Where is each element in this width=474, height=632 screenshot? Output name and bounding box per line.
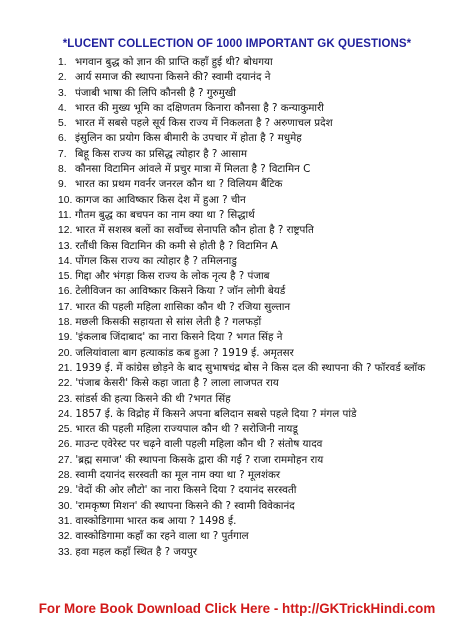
question-text: गौतम बुद्ध का बचपन का नाम क्या था ? सिद्धार्थ xyxy=(75,208,255,221)
question-item xyxy=(58,361,458,376)
question-number: 29. xyxy=(58,485,73,497)
question-number: 12. xyxy=(58,225,73,237)
question-text: पोंगल किस राज्य का त्योहार है ? तमिलनाडु xyxy=(75,254,237,267)
question-number: 15. xyxy=(58,271,73,283)
question-text: माउन्ट एवेरेस्ट पर चढ़ने वाली पहली महिला कौन थी ? संतोष यादव xyxy=(75,438,323,451)
question-number: 13. xyxy=(58,240,73,252)
question-number: 17. xyxy=(58,301,73,313)
question-number: 18. xyxy=(58,317,73,329)
question-item xyxy=(58,70,458,85)
question-text: रतौंधी किस विटामिन की कमी से होती है ? विटामिन A xyxy=(75,239,278,252)
question-number: 5. xyxy=(58,118,67,130)
question-text: आर्य समाज की स्थापना किसने की? स्वामी दयानंद ने xyxy=(75,71,271,84)
question-text: इंसुलिन का प्रयोग किस बीमारी के उपचार में होता है ? मधुमेह xyxy=(75,132,302,145)
question-item xyxy=(58,376,458,391)
question-text: टेलीविजन का आविष्कार किसने किया ? जॉन लोगी बेयर्ड xyxy=(75,285,286,298)
question-item xyxy=(58,284,458,299)
download-link[interactable]: For More Book Download Click Here - http://GKTrickHindi.com xyxy=(38,601,436,616)
question-text: 'इंकलाब जिंदाबाद' का नारा किसने दिया ? भगत सिंह ने xyxy=(75,331,283,344)
question-text: 'रामकृष्ण मिशन' की स्थापना किसने की ? स्वामी विवेकानंद xyxy=(75,499,295,512)
question-text: बिहू किस राज्य का प्रसिद्ध त्योहार है ? आसाम xyxy=(75,147,247,160)
question-text: 'पंजाब केसरी' किसे कहा जाता है ? लाला लाजपत राय xyxy=(75,377,279,390)
question-text: मछली किसकी सहायता से सांस लेती है ? गलफड़ों xyxy=(75,316,262,329)
question-text: वास्कोडिगामा कहाँ का रहने वाला था ? पुर्तगाल xyxy=(75,530,249,543)
question-list xyxy=(58,55,458,560)
question-text: भारत में सशस्त्र बलों का सर्वोच्च सेनापति कौन होता है ? राष्ट्रपति xyxy=(75,224,314,237)
question-number: 24. xyxy=(58,408,73,420)
question-item xyxy=(58,422,458,437)
question-item xyxy=(58,147,458,162)
document-title: *LUCENT COLLECTION OF 1000 IMPORTANT GK QUESTIONS* xyxy=(62,38,412,50)
question-number: 21. xyxy=(58,362,73,374)
question-number: 31. xyxy=(58,515,73,527)
question-item xyxy=(58,346,458,361)
question-item xyxy=(58,223,458,238)
question-item xyxy=(58,545,458,560)
question-number: 22. xyxy=(58,378,73,390)
question-item xyxy=(58,269,458,284)
question-item xyxy=(58,514,458,529)
question-text: 1857 ई. के विद्रोह में किसने अपना बलिदान सबसे पहले दिया ? मंगल पांडे xyxy=(75,407,357,420)
question-number: 16. xyxy=(58,286,73,298)
question-text: 'ब्रह्म समाज' की स्थापना किसके द्वारा की गई ? राजा राममोहन राय xyxy=(75,453,324,466)
question-item xyxy=(58,407,458,422)
question-text: सांडर्स की हत्या किसने की थी ?भगत सिंह xyxy=(75,392,231,405)
question-number: 26. xyxy=(58,439,73,451)
question-item xyxy=(58,177,458,192)
question-text: गिद्दा और भंगड़ा किस राज्य के लोक नृत्य है ? पंजाब xyxy=(75,270,270,283)
question-item xyxy=(58,208,458,223)
question-item xyxy=(58,86,458,101)
question-text: 1939 ई. में कांग्रेस छोड़ने के बाद सुभाषचंद्र बोस ने किस दल की स्थापना की ? फॉरवर्ड ब्लॉक xyxy=(75,361,426,374)
question-number: 23. xyxy=(58,393,73,405)
question-number: 14. xyxy=(58,255,73,267)
question-number: 33. xyxy=(58,546,73,558)
question-text: हवा महल कहाँ स्थित है ? जयपुर xyxy=(75,545,197,558)
question-item xyxy=(58,499,458,514)
question-number: 8. xyxy=(58,164,67,176)
question-text: पंजाबी भाषा की लिपि कौनसी है ? गुरुमुखी xyxy=(75,86,236,99)
question-number: 32. xyxy=(58,531,73,543)
question-item xyxy=(58,392,458,407)
question-text: भारत में सबसे पहले सूर्य किस राज्य में निकलता है ? अरुणाचल प्रदेश xyxy=(75,117,333,130)
question-number: 11. xyxy=(58,209,72,221)
question-item xyxy=(58,437,458,452)
question-number: 3. xyxy=(58,87,67,99)
question-number: 1. xyxy=(58,57,67,68)
question-text: कौनसा विटामिन आंवले में प्रचुर मात्रा में मिलता है ? विटामिन C xyxy=(75,163,311,176)
question-item xyxy=(58,254,458,269)
question-text: भारत का प्रथम गवर्नर जनरल कौन था ? विलियम बैंटिक xyxy=(75,178,283,191)
question-item xyxy=(58,239,458,254)
question-text: वास्कोडिगामा भारत कब आया ? 1498 ई. xyxy=(75,514,237,527)
question-number: 19. xyxy=(58,332,73,344)
question-item xyxy=(58,529,458,544)
question-text: भारत की मुख्य भूमि का दक्षिणतम किनारा कौनसा है ? कन्याकुमारी xyxy=(75,101,324,114)
question-item xyxy=(58,116,458,131)
question-item xyxy=(58,55,458,70)
question-number: 30. xyxy=(58,500,73,512)
question-number: 10. xyxy=(58,194,73,206)
question-number: 2. xyxy=(58,72,67,84)
question-item xyxy=(58,162,458,177)
question-item xyxy=(58,483,458,498)
question-number: 25. xyxy=(58,424,73,436)
question-number: 28. xyxy=(58,470,73,482)
question-text: जलियांवाला बाग हत्याकांड कब हुआ ? 1919 ई. अमृतसर xyxy=(75,346,294,359)
question-number: 4. xyxy=(58,102,67,114)
question-number: 6. xyxy=(58,133,67,145)
question-text: 'वेदों की ओर लौटो' का नारा किसने दिया ? दयानंद सरस्वती xyxy=(75,484,297,497)
question-item xyxy=(58,101,458,116)
question-item xyxy=(58,193,458,208)
question-number: 9. xyxy=(58,179,67,191)
question-number: 27. xyxy=(58,454,73,466)
question-text: भगवान बुद्ध को ज्ञान की प्राप्ति कहाँ हुई थी? बोधगया xyxy=(75,56,273,68)
question-item xyxy=(58,330,458,345)
question-item xyxy=(58,315,458,330)
question-item xyxy=(58,453,458,468)
question-number: 7. xyxy=(58,148,67,160)
question-text: स्वामी दयानंद सरस्वती का मूल नाम क्या था ? मूलशंकर xyxy=(75,469,281,482)
question-item xyxy=(58,131,458,146)
question-text: भारत की पहली महिला शासिका कौन थी ? रजिया सुल्तान xyxy=(75,300,291,313)
question-text: भारत की पहली महिला राज्यपाल कौन थी ? सरोजिनी नायडू xyxy=(75,423,298,436)
question-text: कागज का आविष्कार किस देश में हुआ ? चीन xyxy=(75,193,246,206)
question-number: 20. xyxy=(58,347,73,359)
question-item xyxy=(58,300,458,315)
question-item xyxy=(58,468,458,483)
